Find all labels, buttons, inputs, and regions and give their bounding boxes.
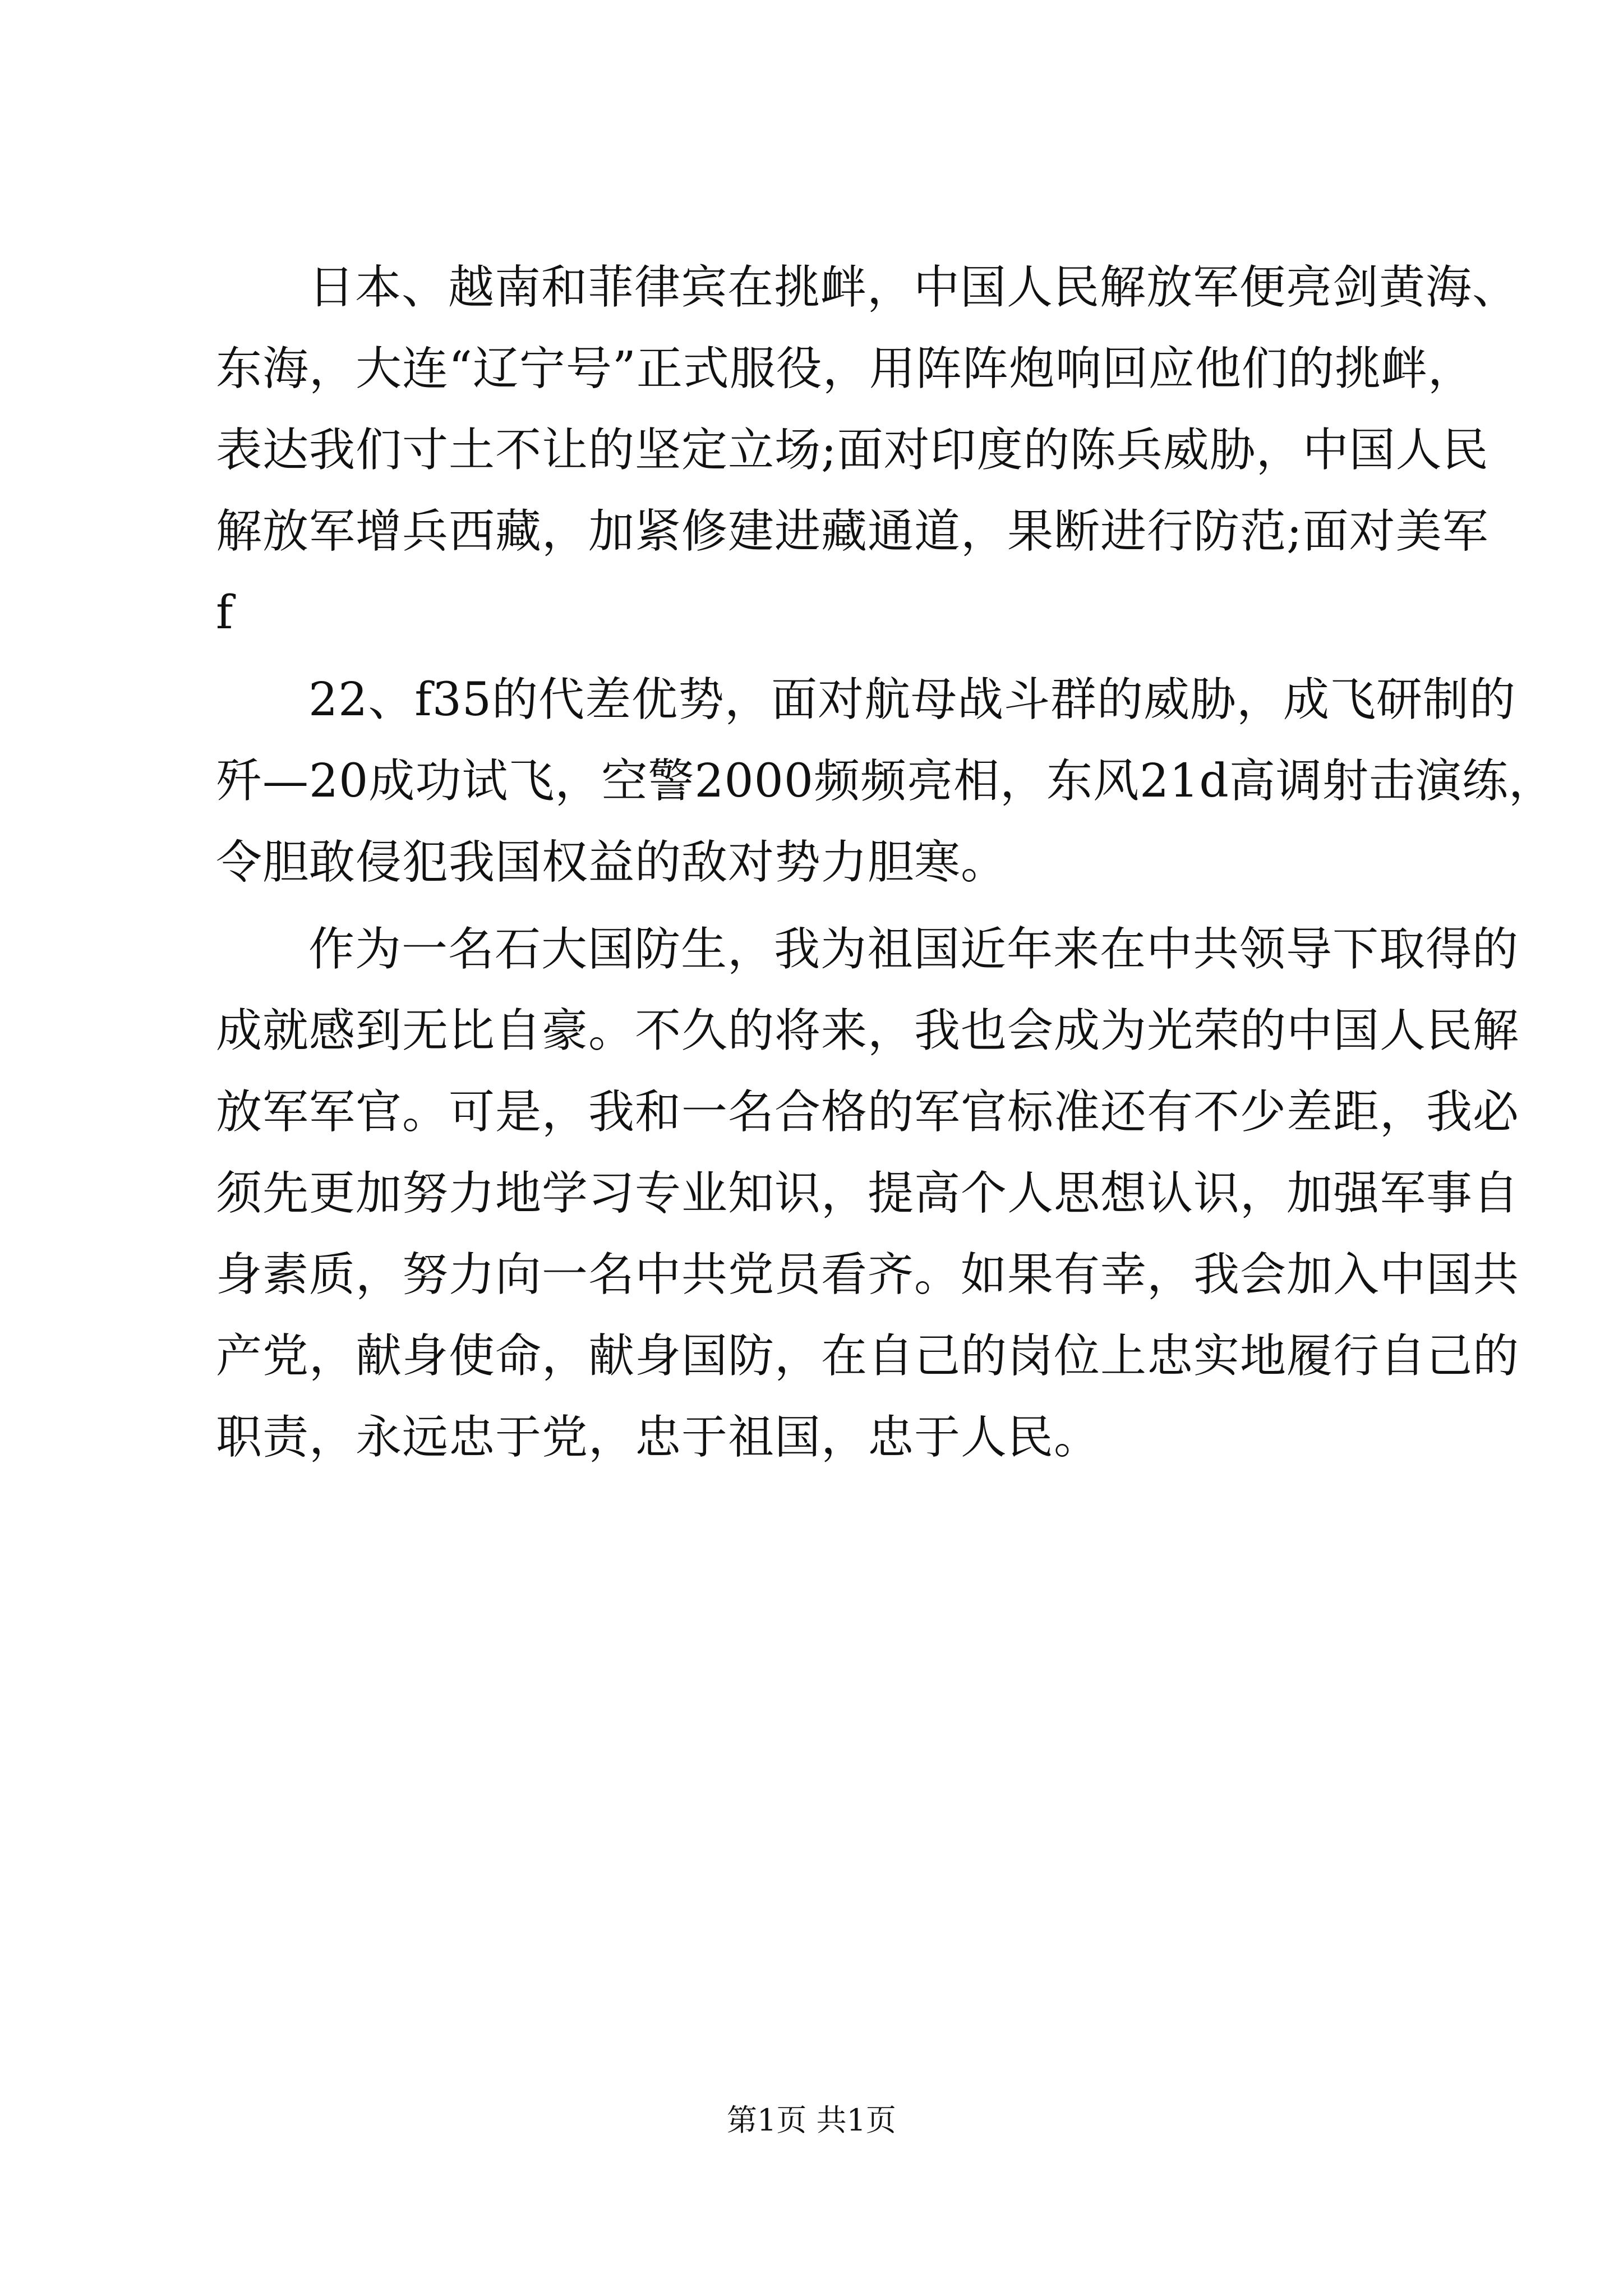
paragraph-3-line-5: 身素质，努力向一名中共党员看齐。如果有幸，我会加入中国共 <box>216 1248 1520 1301</box>
paragraph-2-line-3: 令胆敢侵犯我国权益的敌对势力胆寒。 <box>216 836 1008 889</box>
paragraph-3-line-3: 放军军官。可是，我和一名合格的军官标准还有不少差距，我必 <box>216 1085 1520 1139</box>
paragraph-1-line-5: f <box>216 586 234 639</box>
paragraph-3-line-7: 职责，永远忠于党，忠于祖国，忠于人民。 <box>216 1411 1101 1464</box>
paragraph-2-line-1: 22、f35的代差优势，面对航母战斗群的威胁，成飞研制的 <box>308 673 1516 726</box>
page-number-footer: 第1页 共1页 <box>727 2102 896 2138</box>
paragraph-3-line-4: 须先更加努力地学习专业知识，提高个人思想认识，加强军事自 <box>216 1167 1520 1220</box>
paragraph-3-line-1: 作为一名石大国防生，我为祖国近年来在中共领导下取得的 <box>308 923 1519 976</box>
paragraph-3-line-2: 成就感到无比自豪。不久的将来，我也会成为光荣的中国人民解 <box>216 1004 1520 1057</box>
paragraph-1-line-1: 日本、越南和菲律宾在挑衅，中国人民解放军便亮剑黄海、 <box>308 261 1519 314</box>
document-body <box>216 247 1555 1478</box>
paragraph-1-line-3: 表达我们寸土不让的坚定立场;面对印度的陈兵威胁，中国人民 <box>216 424 1489 477</box>
paragraph-3-line-6: 产党，献身使命，献身国防，在自己的岗位上忠实地履行自己的 <box>216 1329 1520 1383</box>
paragraph-2-line-2: 歼—20成功试飞，空警2000频频亮相，东风21d高调射击演练， <box>216 754 1555 808</box>
paragraph-1-line-4: 解放军增兵西藏，加紧修建进藏通道，果断进行防范;面对美军 <box>216 505 1489 558</box>
paragraph-1-line-2: 东海，大连“辽宁号”正式服役，用阵阵炮响回应他们的挑衅， <box>216 342 1474 395</box>
